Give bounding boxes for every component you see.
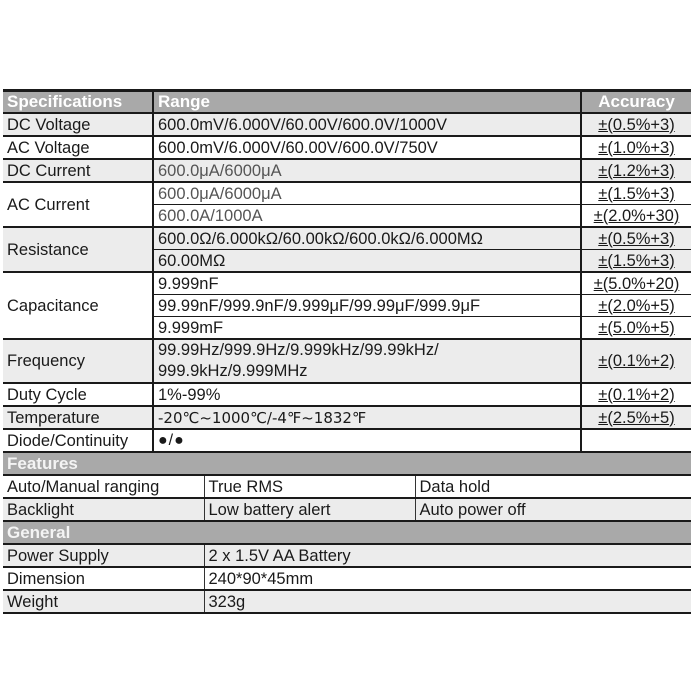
- spec-accuracy: ±(0.5%+3): [581, 113, 691, 136]
- spec-name: DC Voltage: [3, 113, 153, 136]
- general-label: Weight: [3, 590, 204, 613]
- header-specifications: Specifications: [3, 91, 153, 114]
- spec-name: Temperature: [3, 406, 153, 429]
- spec-range: 600.0mV/6.000V/60.00V/600.0V/750V: [153, 136, 581, 159]
- general-value: 2 x 1.5V AA Battery: [204, 544, 691, 567]
- spec-accuracy: ±(2.0%+5): [581, 295, 691, 317]
- general-table: [3, 520, 691, 614]
- general-row-power-supply: [3, 544, 691, 567]
- spec-accuracy: ±(0.5%+3): [581, 227, 691, 250]
- features-table: [3, 451, 691, 520]
- spec-range-line: 99.99Hz/999.9Hz/9.999kHz/99.99kHz/: [158, 341, 439, 359]
- spec-name: Duty Cycle: [3, 383, 153, 406]
- header-range: Range: [153, 91, 581, 114]
- spec-name: AC Current: [3, 182, 153, 227]
- spec-accuracy: ±(1.5%+3): [581, 250, 691, 273]
- spec-row-frequency: [3, 339, 691, 383]
- general-label: Power Supply: [3, 544, 204, 567]
- spec-range: 600.0Ω/6.000kΩ/60.00kΩ/600.0kΩ/6.000MΩ: [153, 227, 581, 250]
- general-row-dimension: [3, 567, 691, 590]
- feature-item: True RMS: [204, 475, 415, 498]
- feature-row: [3, 498, 691, 520]
- feature-item: Low battery alert: [204, 498, 415, 520]
- spec-name: Capacitance: [3, 272, 153, 339]
- spec-accuracy: ±(0.1%+2): [581, 383, 691, 406]
- spec-range: 600.0μA/6000μA: [153, 159, 581, 182]
- spec-range-supported-icons: ●/●: [153, 429, 581, 451]
- general-title: General: [3, 521, 691, 544]
- feature-item: Backlight: [3, 498, 204, 520]
- spec-range-line: 999.9kHz/9.999MHz: [158, 362, 308, 380]
- spec-accuracy: ±(5.0%+20): [581, 272, 691, 295]
- spec-range: 60.00MΩ: [153, 250, 581, 273]
- spec-range: 9.999nF: [153, 272, 581, 295]
- spec-accuracy: ±(5.0%+5): [581, 317, 691, 340]
- spec-range: 600.0mV/6.000V/60.00V/600.0V/1000V: [153, 113, 581, 136]
- spec-accuracy: [581, 429, 691, 451]
- feature-row: [3, 475, 691, 498]
- spec-row-temperature: [3, 406, 691, 429]
- spec-name: Diode/Continuity: [3, 429, 153, 451]
- spec-accuracy: ±(1.0%+3): [581, 136, 691, 159]
- spec-range: 99.99nF/999.9nF/9.999μF/99.99μF/999.9μF: [153, 295, 581, 317]
- spec-range: 9.999mF: [153, 317, 581, 340]
- feature-item: Auto/Manual ranging: [3, 475, 204, 498]
- spec-row-ac-voltage: [3, 136, 691, 159]
- general-value: 323g: [204, 590, 691, 613]
- spec-name: Frequency: [3, 339, 153, 383]
- specifications-header-row: [3, 91, 691, 114]
- header-accuracy: Accuracy: [581, 91, 691, 114]
- feature-item: Auto power off: [415, 498, 691, 520]
- specifications-table: [3, 89, 691, 451]
- spec-row-duty-cycle: [3, 383, 691, 406]
- features-section-header: [3, 452, 691, 475]
- spec-accuracy: ±(2.0%+30): [581, 205, 691, 228]
- spec-range: 1%-99%: [153, 383, 581, 406]
- spec-accuracy: ±(1.5%+3): [581, 182, 691, 205]
- spec-row-dc-voltage: [3, 113, 691, 136]
- spec-sheet: [3, 89, 691, 614]
- spec-name: AC Voltage: [3, 136, 153, 159]
- general-value: 240*90*45mm: [204, 567, 691, 590]
- spec-range: 600.0μA/6000μA: [153, 182, 581, 205]
- spec-range: 600.0A/1000A: [153, 205, 581, 228]
- spec-accuracy: ±(2.5%+5): [581, 406, 691, 429]
- spec-row-ac-current: [3, 182, 691, 205]
- spec-accuracy: ±(1.2%+3): [581, 159, 691, 182]
- feature-item: Data hold: [415, 475, 691, 498]
- general-section-header: [3, 521, 691, 544]
- spec-row-capacitance: [3, 272, 691, 295]
- spec-range: -20℃~1000℃/-4℉~1832℉: [153, 406, 581, 429]
- spec-name: DC Current: [3, 159, 153, 182]
- general-row-weight: [3, 590, 691, 613]
- spec-accuracy: ±(0.1%+2): [581, 339, 691, 383]
- spec-row-resistance: [3, 227, 691, 250]
- spec-row-diode-continuity: [3, 429, 691, 451]
- spec-range: [153, 339, 581, 383]
- spec-name: Resistance: [3, 227, 153, 272]
- features-title: Features: [3, 452, 691, 475]
- general-label: Dimension: [3, 567, 204, 590]
- spec-row-dc-current: [3, 159, 691, 182]
